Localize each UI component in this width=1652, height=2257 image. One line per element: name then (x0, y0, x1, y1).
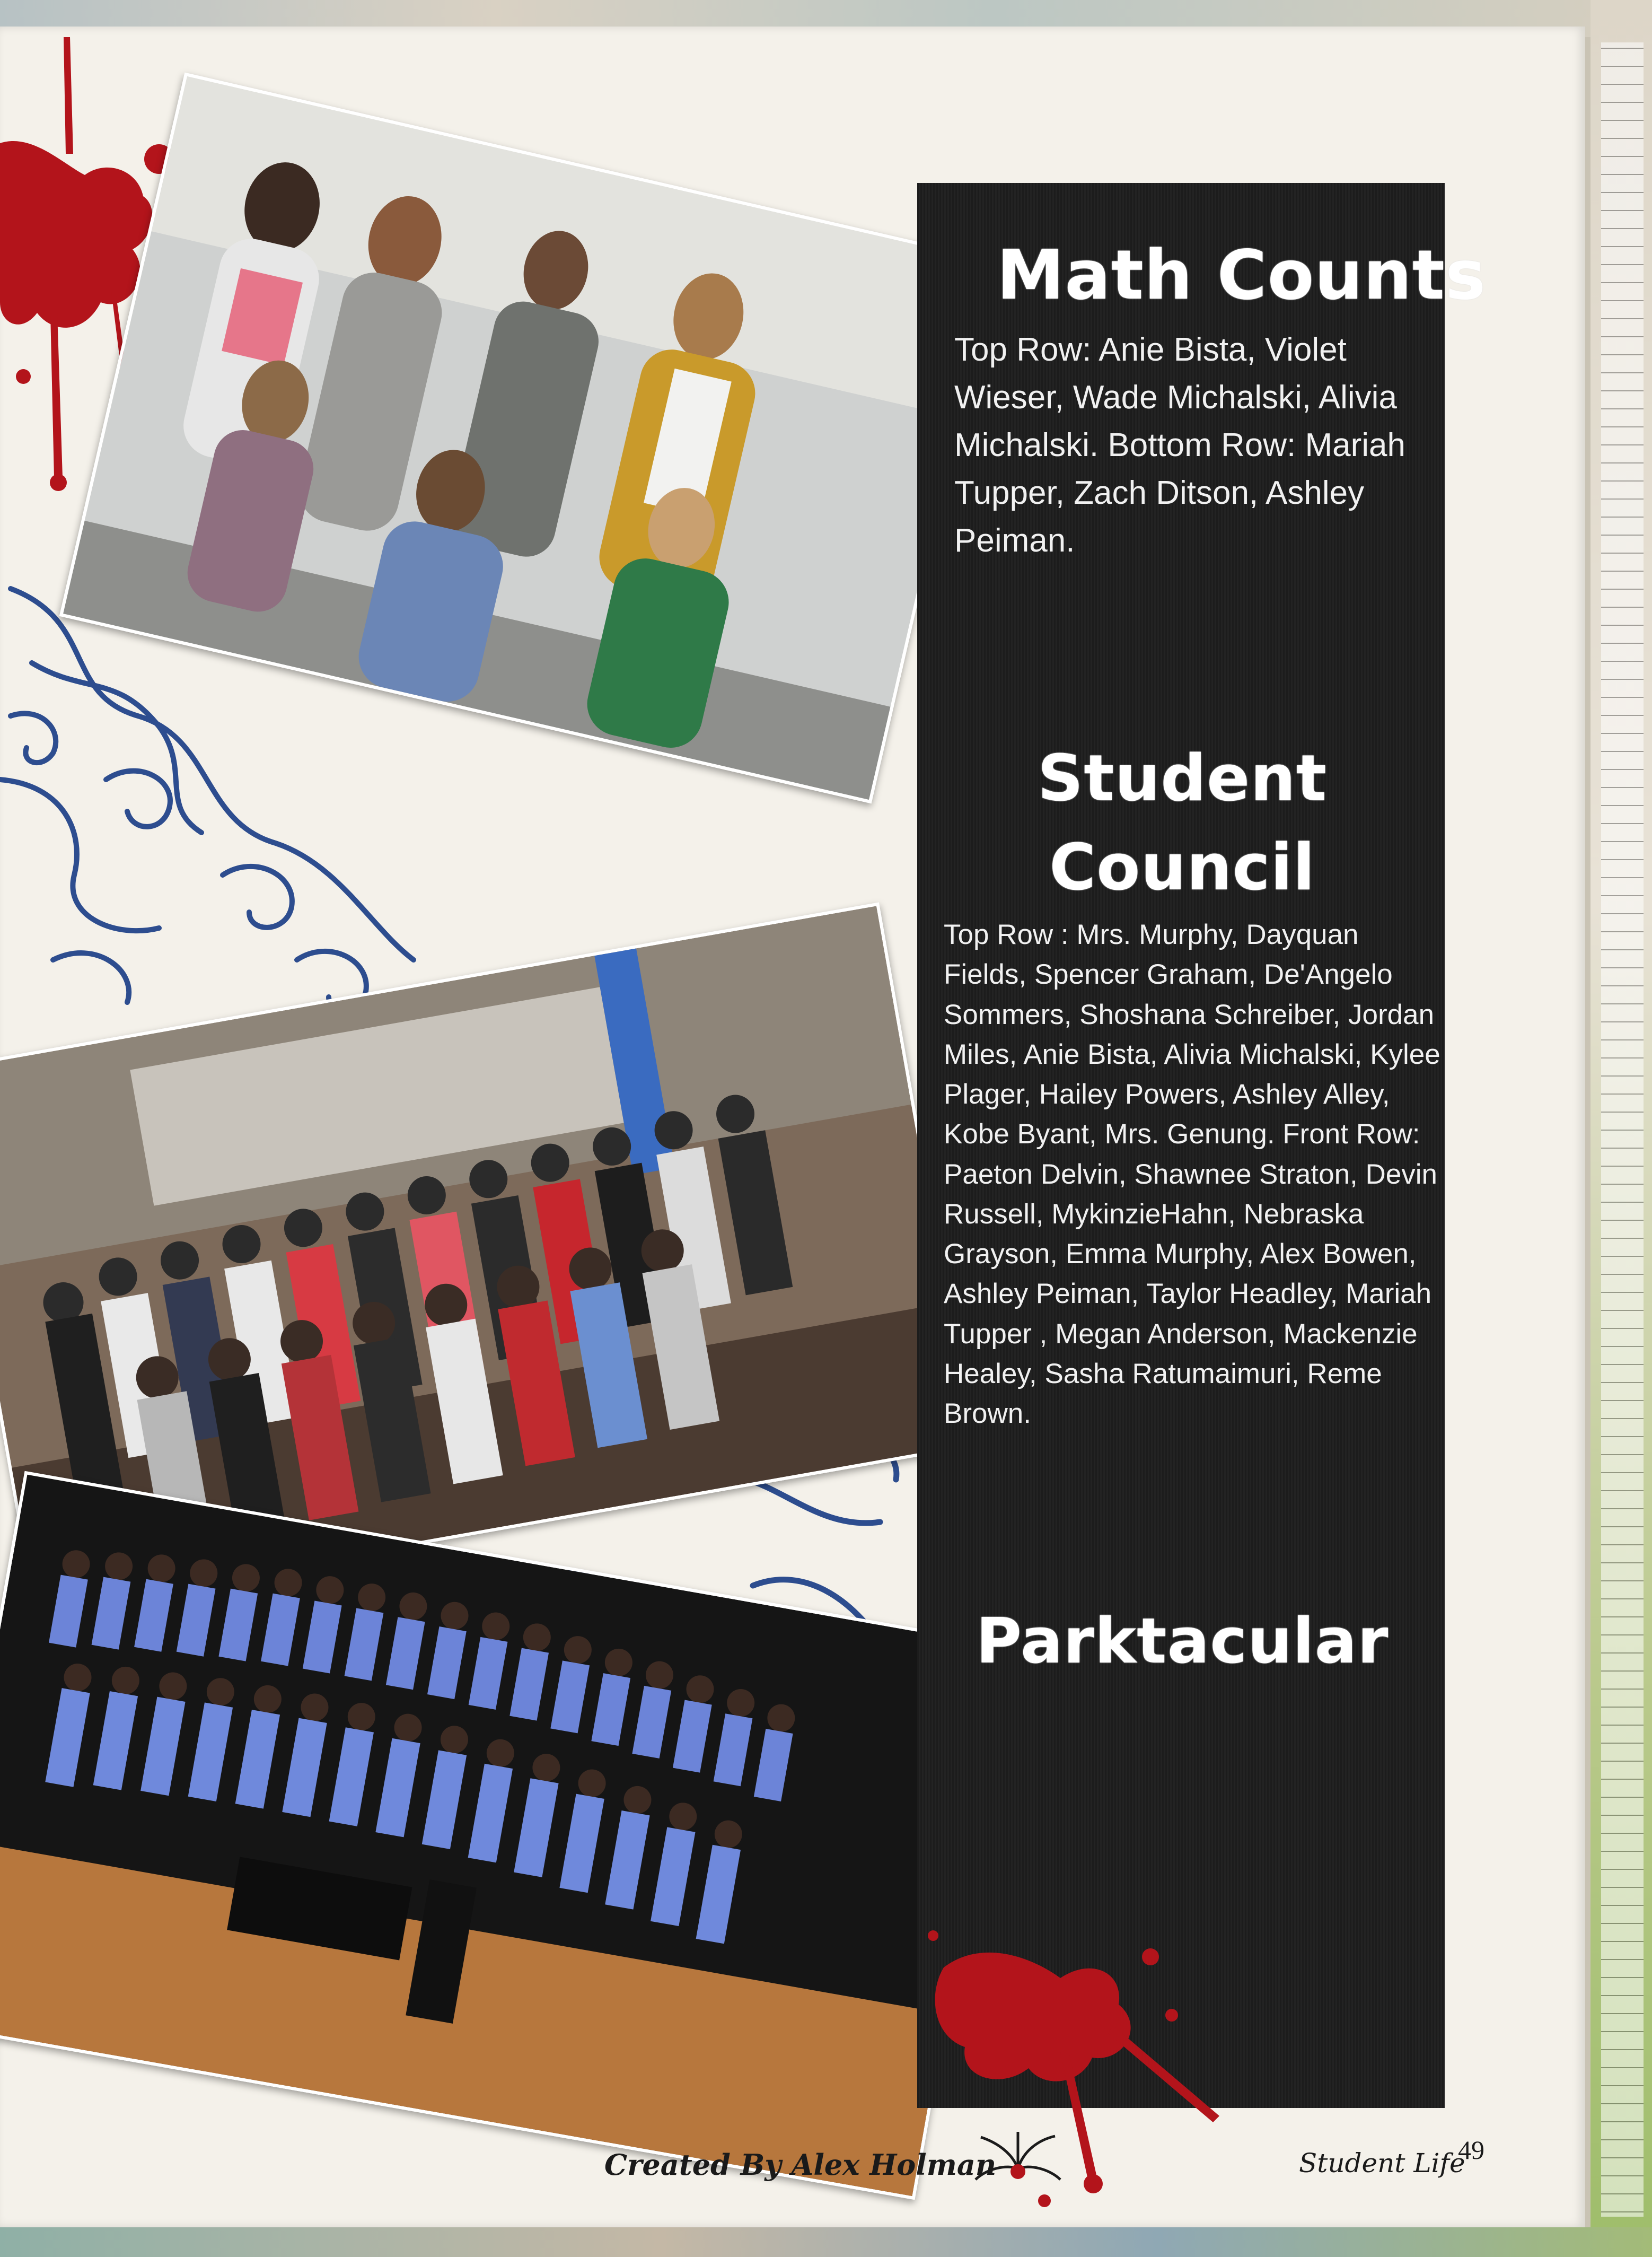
parktacular-heading: Parktacular (976, 1604, 1389, 1677)
page-edge-bottom (0, 2227, 1652, 2257)
yearbook-page (0, 27, 1585, 2227)
page-number: 49 (1458, 2135, 1484, 2165)
captions-panel (917, 183, 1487, 2108)
student-council-heading: Student Council (1037, 742, 1328, 905)
section-label: Student Life (1299, 2148, 1465, 2179)
page-stack-lines (1601, 42, 1644, 2217)
math-counts-caption: Top Row: Anie Bista, Violet Wieser, Wade Michalski, Alivia Michalski. Bottom Row: Mariah Tupper, Zach Ditson, Ashley Peiman. (954, 331, 1406, 559)
math-counts-heading: Math Counts (997, 236, 1487, 315)
student-council-caption: Top Row : Mrs. Murphy, Dayquan Fields, Spencer Graham, De'Angelo Sommers, Shoshana Schreiber, Jordan Miles, Anie Bista, Alivia Michalski, Kylee Plager, Hailey Powers, Ashley Alley, Kobe Byant, Mrs. Genung. Front Row: Paeton Delvin, Shawnee Straton, Devin Russell, MykinzieHahn, Nebraska Grayson, Emma Murphy, Alex Bowen, Ashley Peiman, Taylor Headley, Mariah Tupper , Megan Anderson, Mackenzie Healey, Sasha Ratumaimuri, Reme Brown. (944, 919, 1440, 1429)
designer-credit: Created By Alex Holman (604, 2148, 997, 2182)
